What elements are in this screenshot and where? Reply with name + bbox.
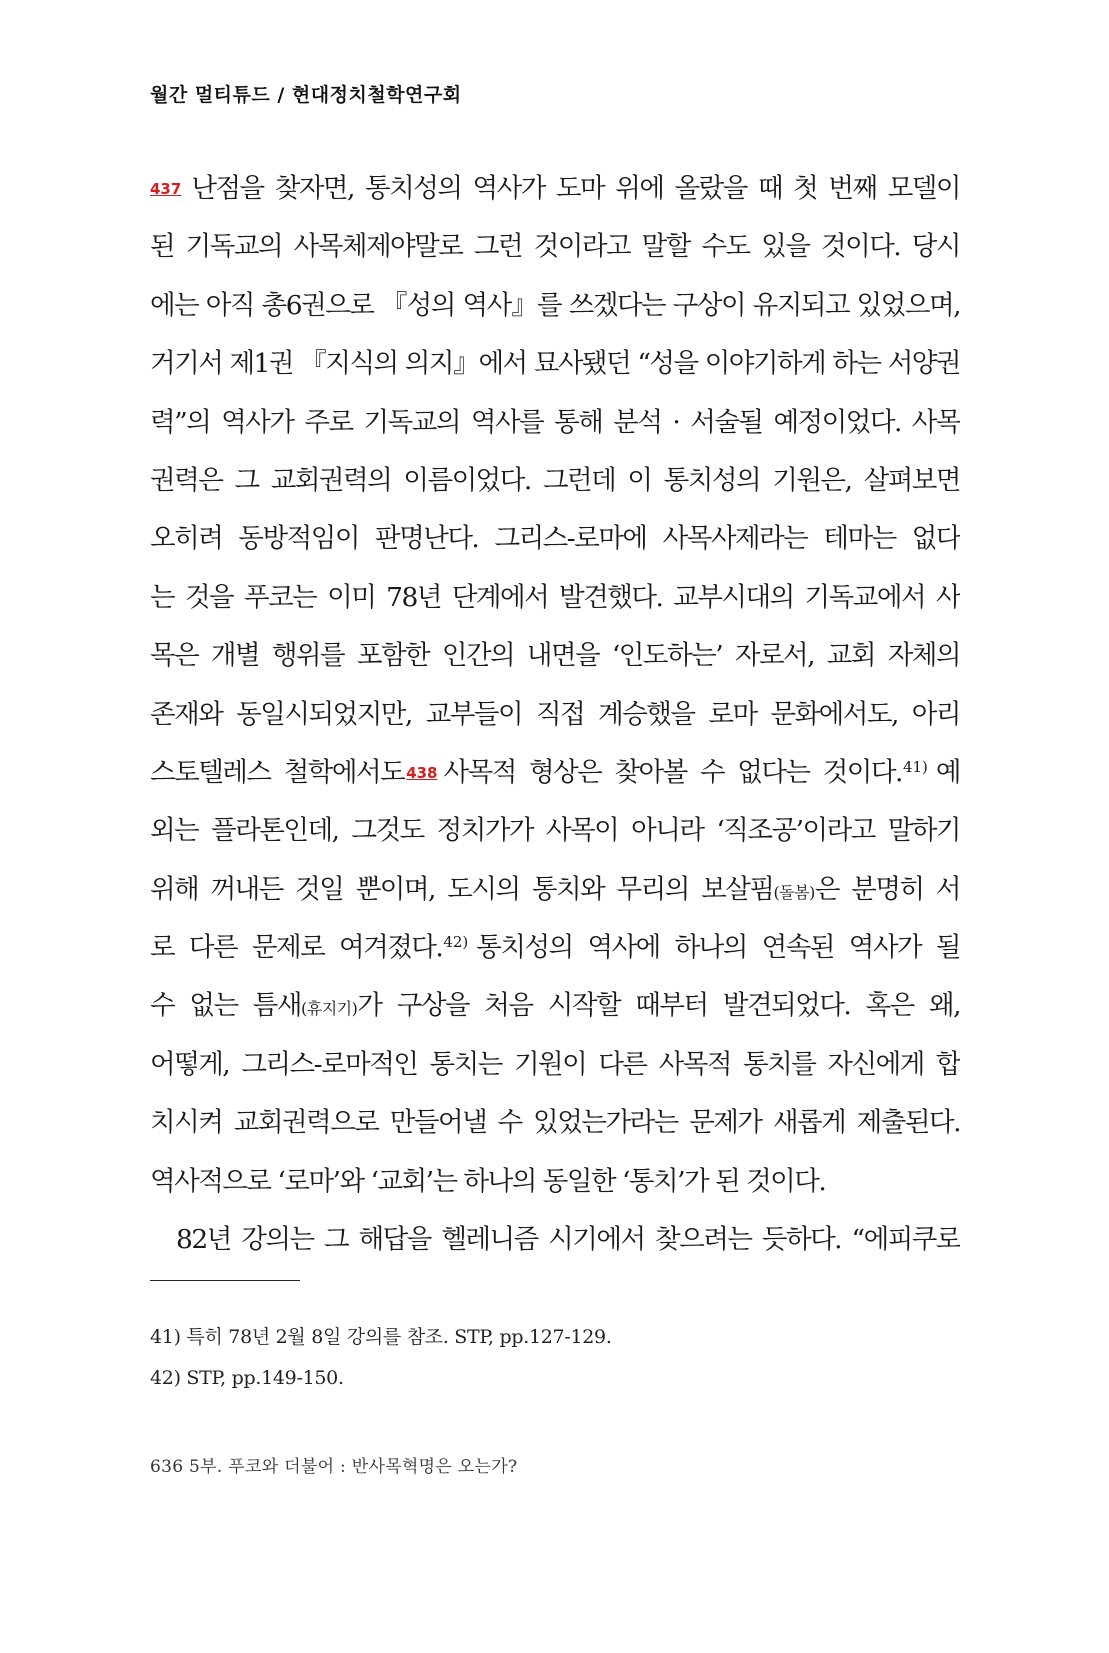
text-segment: 은 분명히 서: [814, 873, 960, 905]
text-line: 치시켜 교회권력으로 만들어낼 수 있었는가라는 문제가 새롭게 제출된다.: [150, 1107, 960, 1139]
text-line: 는 것을 푸코는 이미 78년 단계에서 발견했다. 교부시대의 기독교에서 사: [150, 581, 960, 613]
text-segment: 난점을 찾자면, 통치성의 역사가 도마 위에 올랐을 때 첫 번째 모델이: [191, 173, 960, 204]
text-line: 된 기독교의 사목체제야말로 그런 것이라고 말할 수도 있을 것이다. 당시: [150, 231, 960, 263]
text-line: 력”의 역사가 주로 기독교의 역사를 통해 분석 · 서술될 예정이었다. 사목: [150, 406, 960, 438]
text-segment: 예: [935, 756, 960, 788]
text-line: 외는 플라톤인데, 그것도 정치가가 사목이 아니라 ‘직조공’이라고 말하기: [150, 815, 960, 847]
footnote-divider: [150, 1280, 300, 1281]
text-line: 어떻게, 그리스-로마적인 통치는 기원이 다른 사목적 통치를 자신에게 합: [150, 1048, 960, 1080]
text-line: 목은 개별 행위를 포함한 인간의 내면을 ‘인도하는’ 자로서, 교회 자체의: [150, 640, 960, 672]
text-line: 에는 아직 총6권으로 『성의 역사』를 쓰겠다는 구상이 유지되고 있었으며,: [150, 289, 960, 321]
footnote-41: 41) 특히 78년 2월 8일 강의를 참조. STP, pp.127-129.: [150, 1326, 612, 1348]
page-marker-437: 437: [150, 180, 182, 198]
text-segment: 위해 꺼내든 것일 뿐이며, 도시의 통치와 무리의 보살핌: [150, 873, 774, 905]
body-text: [150, 160, 960, 1269]
footnote-42: 42) STP, pp.149-150.: [150, 1367, 344, 1389]
text-line: [150, 160, 960, 218]
text-line: [150, 744, 960, 802]
footnote-ref-41[interactable]: 41): [902, 757, 928, 776]
text-line: [150, 919, 960, 977]
gloss: (돌봄): [773, 882, 815, 902]
text-line: 거기서 제1권 『지식의 의지』에서 묘사됐던 “성을 이야기하게 하는 서양권: [150, 348, 960, 380]
gloss: (휴지기): [301, 999, 358, 1019]
text-segment: 가 구상을 처음 시작할 때부터 발견되었다. 혹은 왜,: [357, 990, 960, 1022]
text-line: 권력은 그 교회권력의 이름이었다. 그런데 이 통치성의 기원은, 살펴보면: [150, 464, 960, 496]
text-line: 역사적으로 ‘로마’와 ‘교회’는 하나의 동일한 ‘통치’가 된 것이다.: [150, 1165, 826, 1197]
text-line: 82년 강의는 그 해답을 헬레니즘 시기에서 찾으려는 듯하다. “에피쿠로: [176, 1224, 960, 1256]
text-segment: 수 없는 틈새: [150, 990, 302, 1022]
text-line: [150, 977, 960, 1035]
text-line: 존재와 동일시되었지만, 교부들이 직접 계승했을 로마 문화에서도, 아리: [150, 698, 960, 730]
text-segment: 통치성의 역사에 하나의 연속된 역사가 될: [476, 932, 960, 964]
footnote-ref-42[interactable]: 42): [443, 933, 469, 952]
text-line: [150, 861, 960, 919]
text-segment: 로 다른 문제로 여겨졌다.: [150, 932, 443, 964]
page-marker-438: 438: [406, 763, 438, 782]
page-footer: 636 5부. 푸코와 더불어 : 반사목혁명은 오는가?: [150, 1457, 518, 1477]
text-segment: 스토텔레스 철학에서도: [150, 756, 405, 788]
text-segment: 사목적 형상은 찾아볼 수 없다는 것이다.: [443, 756, 902, 788]
running-header: 월간 멀티튜드 / 현대정치철학연구회: [150, 84, 462, 106]
text-line: 오히려 동방적임이 판명난다. 그리스-로마에 사목사제라는 테마는 없다: [150, 523, 960, 555]
